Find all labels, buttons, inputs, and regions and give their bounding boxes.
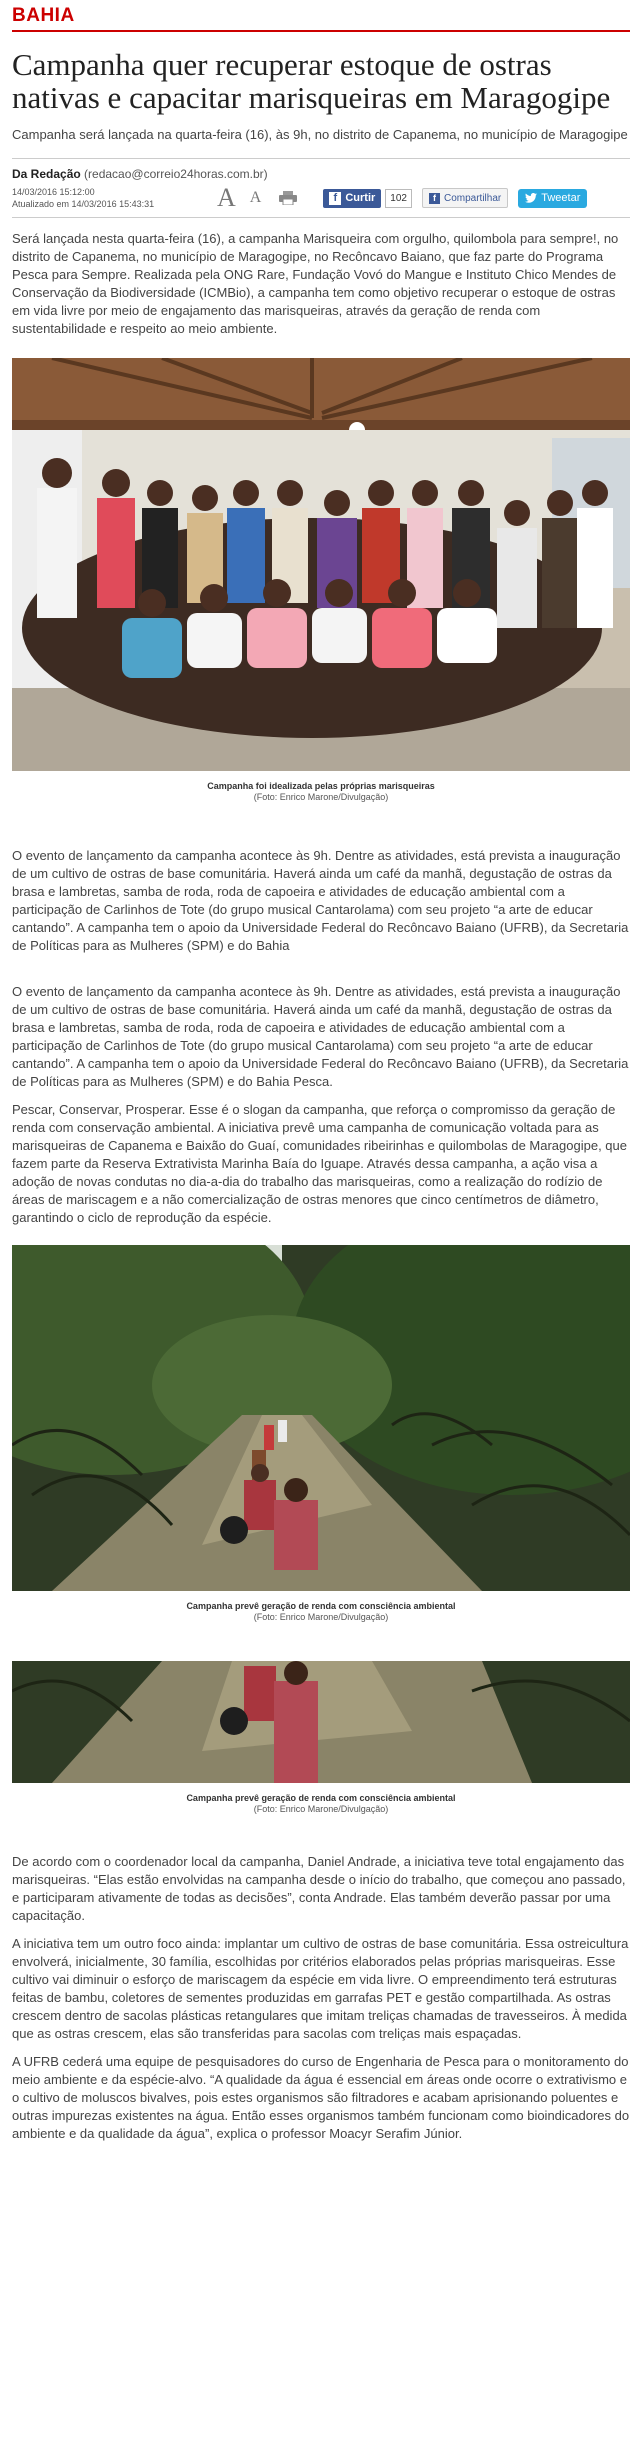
paragraph: Pescar, Conservar, Prosperar. Esse é o slogan da campanha, que reforça o compromisso da geração de renda com conservação ambiental. A iniciativa prevê uma campanha de comunicação voltada para as marisqueiras de Capanema e Baixão do Guaí, comunidades ribeirinhas e quilombolas de Maragogipe, que fazem parte da Reserva Extrativista Marinha Baía do Iguape. Através dessa campanha, a ação visa a adoção de novas condutas no dia-a-dia do trabalho das marisqueiras, como a realização do rodízio de áreas de mariscagem e a não comercialização de ostras menores que cinco centímetros de diâmetro, garantindo o ciclo de reprodução da espécie. bbox=[12, 1102, 627, 1225]
updated-date: Atualizado em 14/03/2016 15:43:31 bbox=[12, 199, 155, 209]
paragraph: O evento de lançamento da campanha acontece às 9h. Dentre as atividades, está prevista a inauguração de um cultivo de ostras de base comunitária. Haverá ainda um café da manhã, degustação de ostras da brasa e lambretas, samba de roda, roda de capoeira e atividades de educação ambiental com a participação de Carlinhos de Tote (do grupo musical Cantarolama) com seu projeto “a arte de educar cantando”. A campanha tem o apoio da Universidade Federal do Recôncavo Baiano (UFRB), da Secretaria de Políticas para as Mulheres (SPM) e do Bahia bbox=[12, 848, 629, 953]
section-header bbox=[12, 0, 630, 32]
facebook-like-button[interactable] bbox=[323, 189, 381, 208]
share-label: Compartilhar bbox=[443, 192, 502, 204]
paragraph: De acordo com o coordenador local da campanha, Daniel Andrade, a iniciativa teve total engajamento das marisqueiras. “Elas estão envolvidas na campanha desde o início do trabalho, que começou ano passado, e participaram ativamente de todas as decisões”, conta Andrade. Elas também deverão passar por uma capacitação. bbox=[12, 1854, 626, 1923]
paragraph: Será lançada nesta quarta-feira (16), a campanha Marisqueira com orgulho, quilombola para sempre!, no distrito de Capanema, no município de Maragogipe, no Recôncavo Baiano, que faz parte do Programa Pesca para Sempre. Realizada pela ONG Rare, Fundação Vovó do Mangue e Instituto Chico Mendes de Conservação da Biodiversidade (ICMBio), a campanha tem como objetivo recuperar o estoque de ostras em vida livre por meio de engajamento das marisqueiras, através da geração de renda com sustentabilidade e respeito ao meio ambiente. bbox=[12, 231, 619, 336]
caption-text: Campanha foi idealizada pelas próprias marisqueiras bbox=[207, 781, 435, 791]
figure-caption bbox=[12, 1793, 630, 1815]
figure-caption bbox=[12, 781, 630, 803]
caption-credit: (Foto: Enrico Marone/Divulgação) bbox=[253, 1804, 389, 1814]
like-count: 102 bbox=[385, 189, 412, 208]
article-tools bbox=[217, 183, 587, 213]
caption-credit: (Foto: Enrico Marone/Divulgação) bbox=[253, 1612, 389, 1622]
mangrove-photo bbox=[12, 1245, 630, 1591]
group-photo bbox=[12, 358, 630, 771]
font-increase-button[interactable]: A bbox=[217, 183, 236, 212]
figure-mangrove-crop bbox=[12, 1661, 630, 1815]
facebook-share-button[interactable] bbox=[422, 188, 508, 208]
caption-text: Campanha prevê geração de renda com consciência ambiental bbox=[186, 1793, 456, 1803]
caption-text: Campanha prevê geração de renda com consciência ambiental bbox=[186, 1601, 456, 1611]
mangrove-crop-photo bbox=[12, 1661, 630, 1783]
dates bbox=[12, 186, 217, 210]
tweet-button[interactable] bbox=[518, 189, 587, 208]
twitter-icon bbox=[525, 193, 537, 203]
facebook-icon: f bbox=[329, 192, 341, 205]
font-decrease-button[interactable]: A bbox=[249, 189, 262, 206]
byline bbox=[12, 167, 630, 181]
figure-group-photo bbox=[12, 358, 630, 803]
paragraph: O evento de lançamento da campanha acontece às 9h. Dentre as atividades, está prevista a inauguração de um cultivo de ostras de base comunitária. Haverá ainda um café da manhã, degustação de ostras da brasa e lambretas, samba de roda, roda de capoeira e atividades de educação ambiental com a participação de Carlinhos de Tote (do grupo musical Cantarolama) com seu projeto “a arte de educar cantando”. A campanha tem o apoio da Universidade Federal do Recôncavo Baiano (UFRB), da Secretaria de Políticas para as Mulheres (SPM) e do Bahia Pesca. bbox=[12, 984, 629, 1089]
meta-row bbox=[12, 183, 630, 213]
like-label: Curtir bbox=[345, 192, 376, 204]
figure-mangrove-photo bbox=[12, 1245, 630, 1623]
section-label[interactable]: BAHIA bbox=[12, 5, 75, 26]
paragraph: A UFRB cederá uma equipe de pesquisadores do curso de Engenharia de Pesca para o monitoramento do meio ambiente e da espécie-alvo. “A qualidade da água é essencial em áreas onde ocorre o extrativismo e o cultivo de moluscos bivalves, pois estes organismos são filtradores e acabam aprisionando poluentes e outras impurezas existentes na água. Então esses organismos também funcionam como bioindicadores do ambiente e da qualidade da água”, explica o professor Moacyr Serafim Júnior. bbox=[12, 2054, 630, 2141]
divider bbox=[12, 217, 630, 218]
tweet-label: Tweetar bbox=[541, 192, 581, 204]
figure-caption bbox=[12, 1601, 630, 1623]
print-icon[interactable] bbox=[279, 191, 297, 205]
published-date: 14/03/2016 15:12:00 bbox=[12, 187, 95, 197]
headline: Campanha quer recuperar estoque de ostras nativas e capacitar marisqueiras em Maragogipe bbox=[12, 47, 611, 115]
divider bbox=[12, 158, 630, 159]
caption-credit: (Foto: Enrico Marone/Divulgação) bbox=[253, 792, 389, 802]
facebook-icon: f bbox=[429, 193, 440, 204]
author: Da Redação bbox=[12, 167, 81, 181]
paragraph: A iniciativa tem um outro foco ainda: implantar um cultivo de ostras de base comunitária. Essa ostreicultura envolverá, inicialmente, 30 família, escolhidas por critérios elaborados pelas próprias marisqueiras. Esse cultivo vai diminuir o esforço de mariscagem da espécie em vida livre. O empreendimento terá estruturas feitas de bambu, coletores de sementes produzidas em garrafas PET e gestão compartilhada. As ostras crescem dentro de sacolas plásticas retangulares que imitam treliças chamadas de travesseiros. À medida que as ostras crescem, elas são transferidas para sacolas com treliças mais espaçadas. bbox=[12, 1936, 629, 2041]
lead-text: Campanha será lançada na quarta-feira (16), às 9h, no distrito de Capanema, no município de Maragogipe bbox=[12, 127, 628, 142]
author-email[interactable]: (redacao@correio24horas.com.br) bbox=[84, 167, 268, 181]
